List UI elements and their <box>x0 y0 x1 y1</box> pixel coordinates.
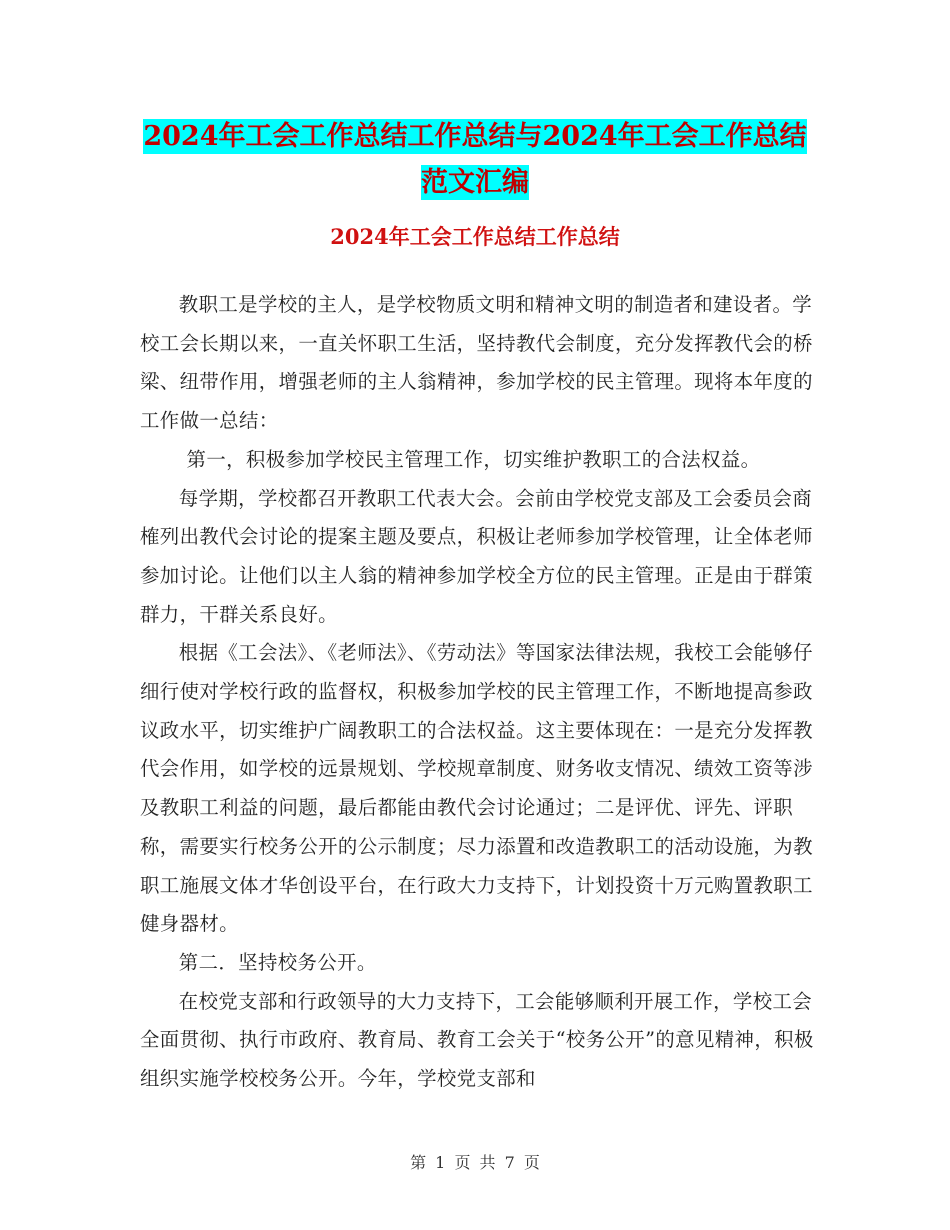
paragraph-law: 根据《工会法》、《老师法》、《劳动法》等国家法律法规，我校工会能够仔细行使对学校行政的监督权，积极参加学校的民主管理工作，不断地提高参政议政水平，切实维护广阔教职工的合法权益。这主要体现在：一是充分发挥教代会作用，如学校的远景规划、学校规章制度、财务收支情况、绩效工资等涉及教职工利益的问题，最后都能由教代会讨论通过；二是评优、评先、评职称，需要实行校务公开的公示制度；尽力添置和改造教职工的活动设施，为教职工施展文体才华创设平台，在行政大力支持下，计划投资十万元购置教职工健身器材。 <box>140 641 813 936</box>
document-body <box>140 286 820 1099</box>
title-line-1: 2024年工会工作总结工作总结与2024年工会工作总结 <box>143 121 807 152</box>
document-title <box>0 114 950 206</box>
section-heading: 2024年工会工作总结工作总结 <box>330 224 620 249</box>
paragraph-openness: 在校党支部和行政领导的大力支持下，工会能够顺利开展工作，学校工会全面贯彻、执行市政府、教育局、教育工会关于“校务公开”的意见精神，积极组织实施学校校务公开。今年，学校党支部和 <box>140 989 814 1091</box>
paragraph-congress: 每学期，学校都召开教职工代表大会。会前由学校党支部及工会委员会商榷列出教代会讨论的提案主题及要点，积极让老师参加学校管理，让全体老师参加讨论。让他们以主人翁的精神参加学校全方位的民主管理。正是由于群策群力，干群关系良好。 <box>140 486 813 626</box>
paragraph-intro: 教职工是学校的主人，是学校物质文明和精神文明的制造者和建设者。学校工会长期以来，一直关怀职工生活，坚持教代会制度，充分发挥教代会的桥梁、纽带作用，增强老师的主人翁精神，参加学校的民主管理。现将本年度的工作做一总结： <box>140 293 813 433</box>
paragraph-point-1: 第一，积极参加学校民主管理工作，切实维护教职工的合法权益。 <box>186 447 761 471</box>
title-line-2: 范文汇编 <box>421 167 529 198</box>
page-footer: 第 1 页 共 7 页 <box>410 1153 540 1172</box>
paragraph-point-2: 第二．坚持校务公开。 <box>178 950 377 974</box>
